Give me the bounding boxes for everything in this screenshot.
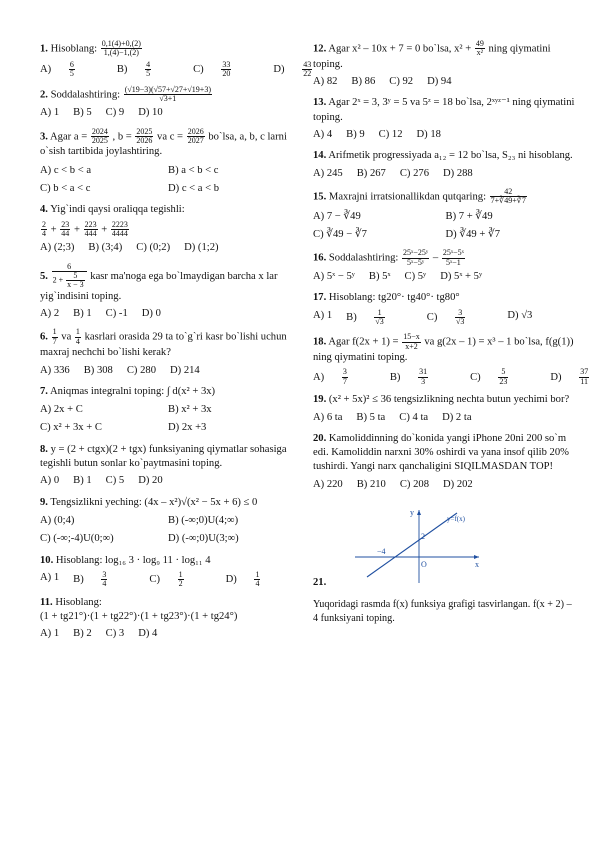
q5-options [40,307,296,321]
q14-option-b[interactable]: B) 267 [356,167,386,179]
q20-option-b[interactable]: B) 210 [356,478,386,490]
q9-number: 9. [40,496,48,508]
q10-option-c[interactable] [149,571,211,589]
question-17 [313,291,578,326]
q18-options [313,367,589,386]
q10-option-b[interactable] [73,571,135,589]
q4-t2-d: 44 [61,229,70,238]
q13-options [313,128,578,142]
q3-c-n: 2026 [187,126,204,136]
q3-options [40,164,296,197]
q20-option-a[interactable]: A) 220 [313,478,343,490]
function-line [367,513,457,577]
q15-f-d: 7+∛49+∛7 [490,196,526,206]
q1-options [40,59,312,79]
q18-tail: va g(2x – 1) = x³ – 1 bo`lsa, f(g(1)) ning qiymatini toping. [313,336,574,364]
q9-options [40,514,296,547]
q5-bottom-n: 5 [66,272,85,281]
question-2 [40,86,296,121]
q8-option-b[interactable]: B) 1 [73,475,92,487]
q20-option-c[interactable]: C) 208 [399,478,429,490]
q14-option-a[interactable]: A) 245 [313,167,343,179]
question-11 [40,596,296,642]
q16-option-a[interactable]: A) 5ˣ − 5ʸ [313,271,355,283]
q1-number: 1. [40,43,48,55]
q21-text: Yuqoridagi rasmda f(x) funksiya grafigi tasvirlangan. f(x + 2) – 4 funksiyani toping. [313,599,572,625]
q1-a-label: A) [40,64,52,76]
q4-t4-d: 4444 [111,229,128,238]
q5-number: 5. [40,270,48,282]
q17-c-label: C) [426,311,438,323]
q2-numerator: (√19−3)(√57+√27+√19+3) [124,84,211,94]
q18-option-a[interactable] [313,368,376,386]
q17-number: 17. [313,292,327,304]
q18-d-d: 11 [580,376,589,386]
q14-number: 14. [313,150,327,162]
q12-options [313,75,578,89]
q1-c-label: C) [193,64,204,76]
q2-option-a[interactable]: A) 1 [40,107,60,119]
q13-option-d[interactable]: D) 18 [416,128,441,140]
q19-option-a[interactable]: A) 6 ta [313,411,343,423]
q16-text: Soddalashtiring: [328,252,399,264]
question-20 [313,432,578,492]
question-10 [40,554,296,589]
q10-option-d[interactable] [226,571,289,589]
q2-fraction [124,86,212,104]
question-12 [313,40,578,89]
q3-a-eq: a = [73,130,88,142]
q4-text: Yig`indi qaysi oraliqqa tegishli: [50,204,185,216]
q3-c-eq: c = [169,130,184,142]
q19-option-c[interactable]: C) 4 ta [399,411,429,423]
q10-c-n: 1 [178,569,183,579]
q4-t1-d: 4 [42,229,46,238]
graph-y-intercept: 2 [420,532,425,542]
q11-expression: (1 + tg21°)·(1 + tg22°)·(1 + tg23°)·(1 + tg24°) [40,610,238,622]
q2-options [40,106,296,120]
q6-option-c[interactable]: C) 280 [126,364,156,376]
q4-option-a[interactable]: A) (2;3) [40,242,75,254]
q7-option-b[interactable]: B) x² + 3x [168,404,212,416]
q18-b-d: 3 [421,376,426,386]
question-1 [40,39,312,79]
q18-option-c[interactable] [470,368,536,386]
q16-minus: – [432,252,439,264]
q13-option-a[interactable]: A) 4 [313,128,333,140]
question-18 [313,332,589,386]
q1-denominator: 1,(4)−1,(2) [103,48,139,58]
q11-text: Hisoblang: [55,596,102,608]
q18-b-label: B) [389,371,401,383]
q2-option-b[interactable]: B) 5 [73,107,92,119]
q15-option-a[interactable]: A) 7 − ∛49 [313,210,361,222]
q3-number: 3. [40,130,48,142]
q15-option-c[interactable]: C) ∛49 − ∛7 [313,228,367,240]
q3-option-d[interactable]: D) c < a < b [168,183,220,195]
q17-option-c[interactable] [427,309,494,327]
q3-b-d: 2026 [136,136,153,146]
q1-c-d: 20 [222,69,231,79]
q11-number: 11. [40,596,53,608]
q12-option-c[interactable]: C) 92 [389,76,414,88]
q18-option-b[interactable] [390,368,456,386]
q13-option-b[interactable]: B) 9 [346,128,365,140]
q10-option-a[interactable]: A) 1 [40,571,60,583]
q20-options [313,478,578,492]
q10-c-label: C) [149,574,160,586]
q16-option-d[interactable]: D) 5ˣ + 5ʸ [440,271,483,283]
q18-c-label: C) [470,371,481,383]
q6-f2-n: 1 [75,327,80,337]
q6-option-b[interactable]: B) 308 [83,364,113,376]
q7-text: Aniqmas integralni toping: ∫ d(x² + 3x) [50,385,216,397]
q1-b-n: 4 [146,59,151,69]
graph-y-label: y [409,508,414,518]
q19-number: 19. [313,394,327,406]
q19-text: (x² + 5x)² ≤ 36 tengsizlikning nechta butun yechimi bor? [328,394,570,406]
q7-option-a[interactable]: A) 2x + C [40,404,83,416]
q10-d-d: 4 [255,579,260,589]
q4-t1-n: 2 [42,219,46,229]
q17-options [313,309,578,327]
q5-bottom-d: x − 3 [67,280,84,290]
q7-option-c[interactable]: C) x² + 3x + C [40,422,102,434]
q14-text: Arifmetik progressiyada a₁₂ = 12 bo`lsa, S₂₃ ni hisoblang. [328,150,573,162]
q9-option-d[interactable]: D) (-∞;0)U(3;∞) [168,533,239,545]
q4-t2-n: 23 [61,219,70,229]
q4-t3-n: 223 [84,219,97,229]
q1-d-d: 22 [303,69,312,79]
graph-x-intercept: −4 [376,547,386,557]
q4-option-c[interactable]: C) (0;2) [136,242,171,254]
question-7 [40,385,296,436]
q4-plus-3: + [101,223,108,235]
q6-va: va [61,331,72,343]
question-21 [313,499,578,626]
question-9 [40,496,296,547]
q3-tail: bo`lsa, a, b, c larni o`sish tartibida joylashtiring. [40,130,287,158]
q20-option-d[interactable]: D) 202 [443,478,473,490]
q17-b-label: B) [346,311,357,323]
q16-f1-d: 5ˣ−5ʸ [407,257,425,267]
q4-t4-n: 2223 [111,219,128,229]
q11-option-b[interactable]: B) 2 [73,628,92,640]
q11-option-a[interactable]: A) 1 [40,628,60,640]
q5-option-a[interactable]: A) 2 [40,308,60,320]
q10-number: 10. [40,554,54,566]
q12-text: Agar x² – 10x + 7 = 0 bo`lsa, x² + [328,43,472,55]
q18-d-label: D) [550,371,562,383]
q1-a-d: 5 [69,69,74,79]
q3-b-eq: , b = [112,130,132,142]
q10-options [40,571,296,589]
q4-plus-1: + [50,223,57,235]
question-5 [40,263,296,322]
q11-option-d[interactable]: D) 4 [138,628,158,640]
q18-f-d: x+2 [405,341,418,351]
x-axis-arrow [474,555,479,559]
q17-option-b[interactable] [346,309,413,327]
q18-a-label: A) [313,371,325,383]
question-6 [40,328,296,377]
q16-option-b[interactable]: B) 5ˣ [368,271,391,283]
question-3 [40,128,296,197]
q2-option-d[interactable]: D) 10 [138,107,163,119]
q19-option-d[interactable]: D) 2 ta [442,411,472,423]
q9-text: Tengsizlikni yeching: (4x – x²)√(x² − 5x + 6) ≤ 0 [50,496,258,508]
q18-c-n: 5 [498,368,508,377]
q13-option-c[interactable]: C) 12 [378,128,403,140]
q6-option-a[interactable]: A) 336 [40,364,70,376]
q6-number: 6. [40,331,48,343]
q3-a-n: 2024 [91,126,108,136]
q9-option-c[interactable]: C) (-∞;-4)U(0;∞) [40,533,114,545]
q17-b-d: √3 [375,317,384,326]
q4-number: 4. [40,204,48,216]
q20-text: Kamoliddinning do`konida yangi iPhone 20ni 200 so`m edi. Kamoliddin narxni 30% oshirdi va yana insof qilib 20% tushirdi. Yangi narx qanchaligini SIQILMASDAN TOP! [313,432,569,473]
q15-text: Maxrajni irratsionallikdan qutqaring: [328,191,487,203]
question-14 [313,149,578,181]
q6-text: kasrlari orasida 29 ta to`g`ri kasr bo`lishi uchun maxraj nechchi bo`lishi kerak? [40,331,287,359]
q12-option-b[interactable]: B) 86 [351,76,376,88]
q20-number: 20. [313,432,327,444]
q4-option-d[interactable]: D) (1;2) [184,242,219,254]
graph-origin: O [420,560,427,570]
q11-options [40,627,296,641]
q1-d-label: D) [273,64,285,76]
q1-option-a[interactable] [40,61,103,79]
q8-option-c[interactable]: C) 5 [105,475,125,487]
q18-text-a: Agar f(2x + 1) = [328,336,399,348]
q12-tail: ning qiymatini toping. [313,43,551,70]
q4-options [40,241,296,255]
q8-option-d[interactable]: D) 20 [138,475,163,487]
question-8 [40,443,296,489]
q8-number: 8. [40,443,48,455]
q3-text-a: Agar [50,130,72,142]
graph-function-label: y=f(x) [446,515,465,524]
q13-number: 13. [313,97,327,109]
question-13 [313,96,578,142]
q14-option-d[interactable]: D) 288 [443,167,473,179]
q13-text: Agar 2ˣ = 3, 3ʸ = 5 va 5ᶻ = 18 bo`lsa, 2ˣʸᶻ⁻¹ ning qiymatini toping. [313,97,575,123]
q1-d-n: 43 [303,59,312,69]
left-column [40,39,312,648]
question-19 [313,393,578,425]
q4-t3-d: 444 [84,229,97,238]
q7-options [40,403,296,436]
q10-b-d: 4 [102,579,107,589]
right-column [313,39,589,633]
q3-option-a[interactable]: A) c < b < a [40,164,92,176]
q8-option-a[interactable]: A) 0 [40,475,60,487]
q1-fraction [101,40,142,58]
q19-options [313,411,578,425]
q10-c-d: 2 [178,579,183,589]
q18-c-d: 23 [499,376,508,386]
q8-options [40,474,296,488]
q2-denominator: √3+1 [159,93,177,103]
q3-c-d: 2027 [187,136,204,146]
q1-option-b[interactable] [117,61,179,79]
question-4 [40,203,296,255]
q17-b-n: 1 [374,309,384,318]
q3-b-n: 2025 [136,126,153,136]
q12-f-n: 49 [475,39,484,48]
q4-option-b[interactable]: B) (3;4) [88,242,123,254]
q10-d-label: D) [225,574,237,586]
q15-option-d[interactable]: D) ∛49 + ∛7 [445,228,500,240]
q6-f2-d: 4 [75,336,80,346]
y-axis-arrow [417,510,421,515]
q5-top: 6 [52,263,87,272]
q1-text: Hisoblang: [50,43,98,55]
q5-option-c[interactable]: C) -1 [105,308,128,320]
q4-plus-2: + [73,223,80,235]
q17-c-d: √3 [456,317,465,326]
q15-option-b[interactable]: B) 7 + ∛49 [445,210,493,222]
q1-b-label: B) [116,64,128,76]
q17-option-d[interactable]: D) √3 [507,309,533,321]
q10-b-n: 3 [102,569,107,579]
q5-option-b[interactable]: B) 1 [73,308,92,320]
q12-option-d[interactable]: D) 94 [427,76,452,88]
q12-option-a[interactable]: A) 82 [313,76,338,88]
q3-option-c[interactable]: C) b < a < c [40,183,91,195]
q16-f1-n: 25ˣ−25ʸ [403,248,429,258]
q9-option-a[interactable]: A) (0;4) [40,514,75,526]
q5-fraction [52,263,87,290]
q9-option-b[interactable]: B) (-∞;0)U(4;∞) [168,514,239,526]
q3-va: va [157,130,168,142]
q2-number: 2. [40,88,48,100]
q5-option-d[interactable]: D) 0 [141,308,161,320]
q17-option-a[interactable]: A) 1 [313,309,333,321]
q6-f1-n: 1 [52,327,57,337]
q16-number: 16. [313,252,327,264]
q10-text: Hisoblang: log₁₆ 3 · log₉ 11 · log₁₁ 4 [55,554,211,566]
q14-options [313,167,578,181]
q2-text: Soddalashtiring: [50,88,121,100]
q7-option-d[interactable]: D) 2x +3 [168,422,207,434]
q4-sum [40,221,296,239]
q17-text: Hisoblang: tg20°· tg40°· tg80° [328,292,460,304]
q19-option-b[interactable]: B) 5 ta [356,411,386,423]
q18-d-n: 37 [580,367,589,377]
q8-text: y = (2 + ctgx)(2 + tgx) funksiyaning qiymatlar sohasiga tegishli butun sonlar ko`paytmasini toping. [40,443,287,470]
q21-number: 21. [313,577,327,589]
q18-a-d: 7 [342,376,347,386]
q18-number: 18. [313,336,327,348]
q7-number: 7. [40,385,48,397]
q15-options [313,210,578,243]
q3-option-b[interactable]: B) a < b < c [168,164,219,176]
q1-option-c[interactable] [193,61,259,79]
q10-b-label: B) [73,574,84,586]
q1-a-n: 6 [69,59,74,69]
q10-d-n: 1 [255,569,260,579]
q3-a-d: 2025 [91,136,108,146]
graph-x-label: x [474,560,479,570]
q6-options [40,364,296,378]
q17-c-n: 3 [455,309,465,318]
q1-b-d: 5 [146,69,151,79]
q16-f2-d: 5ˣ−1 [445,257,461,267]
q21-graph [347,505,487,585]
question-15 [313,188,578,242]
q5-text: kasr ma'noga ega bo`lmaydigan barcha x lar yig`indisini toping. [40,270,278,302]
q16-f2-n: 25ˣ−5ˣ [442,248,464,258]
question-16 [313,249,578,284]
q1-c-n: 33 [222,59,231,69]
q16-options [313,270,578,284]
q6-f1-d: 7 [52,336,57,346]
q16-option-c[interactable]: C) 5ʸ [404,271,427,283]
q2-option-c[interactable]: C) 9 [105,107,125,119]
q12-number: 12. [313,43,327,55]
q5-bottom-a: 2 + [52,275,64,285]
q12-f-d: x² [476,48,484,58]
q18-f-n: 15−x [403,332,420,342]
q15-number: 15. [313,191,327,203]
q18-a-n: 3 [342,367,347,377]
q14-option-c[interactable]: C) 276 [399,167,429,179]
q11-option-c[interactable]: C) 3 [105,628,125,640]
q1-numerator: 0,1(4)+0,(2) [101,39,141,48]
q18-option-d[interactable] [550,368,596,386]
q6-option-d[interactable]: D) 214 [170,364,200,376]
q18-b-n: 31 [419,367,428,377]
q15-f-n: 42 [490,188,527,197]
